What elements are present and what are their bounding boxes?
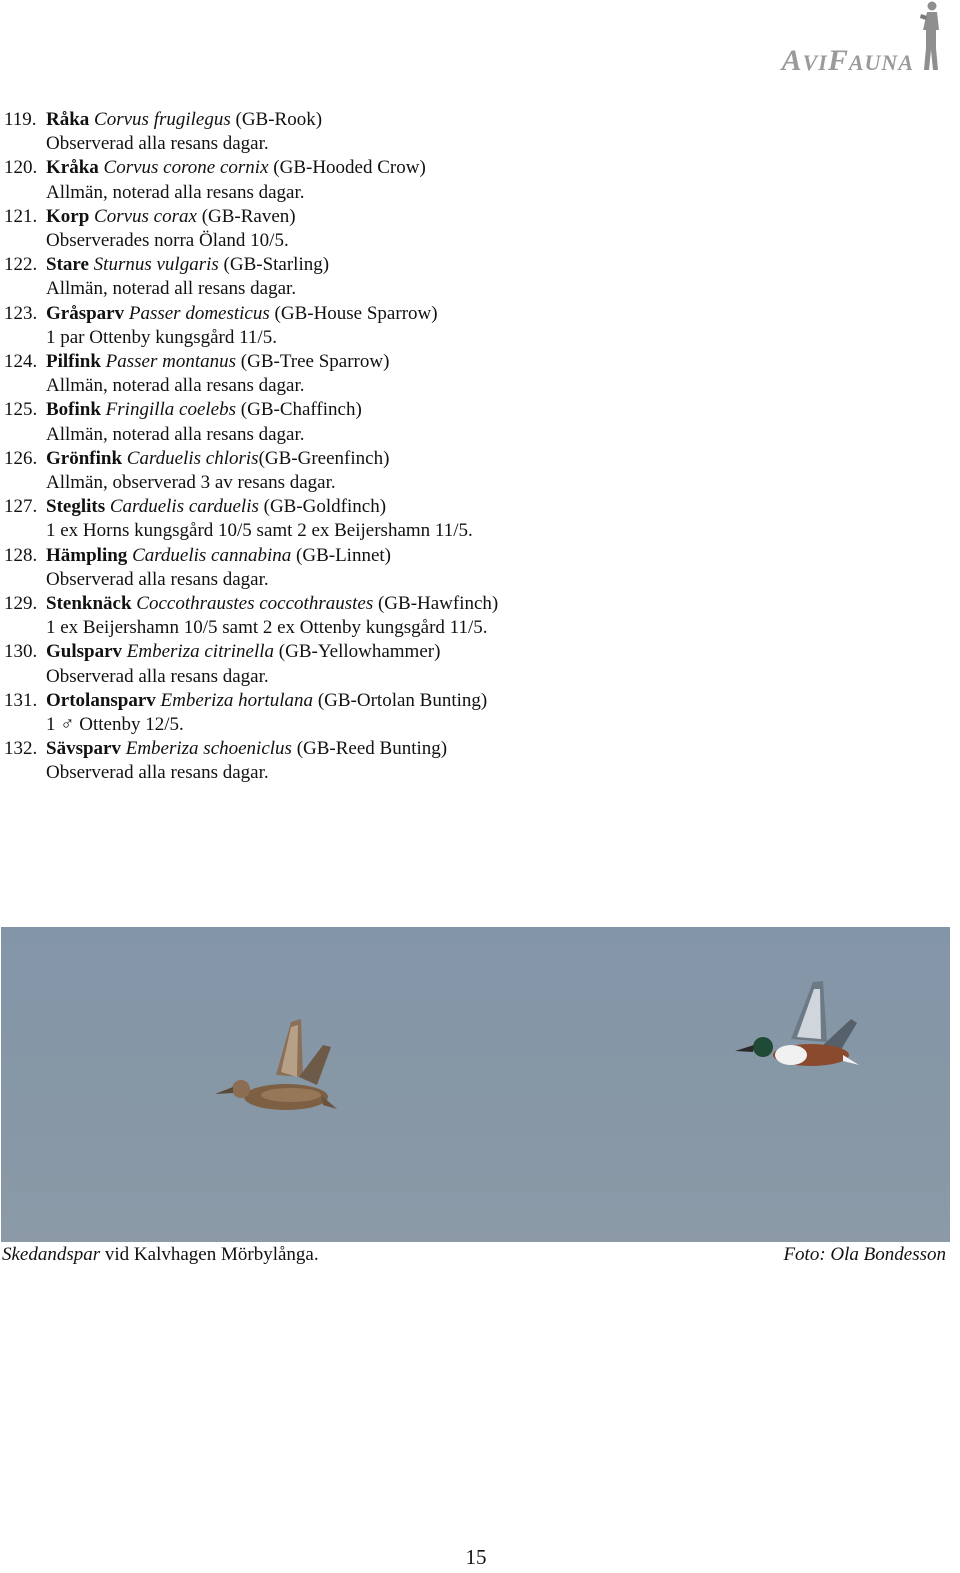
species-note: Observerad alla resans dagar. — [46, 665, 269, 687]
latin-name: Emberiza schoeniclus — [125, 738, 292, 760]
species-heading — [4, 156, 904, 180]
species-note: Observerad alla resans dagar. — [46, 133, 269, 155]
english-name: (GB-Chaffinch) — [236, 399, 362, 421]
english-name: (GB-Reed Bunting) — [291, 738, 448, 760]
species-name-line — [46, 689, 487, 713]
species-name-line — [46, 737, 447, 761]
latin-name: Fringilla coelebs — [105, 399, 237, 421]
species-number: 128. — [4, 544, 38, 566]
species-note: 1 ♂ Ottenby 12/5. — [46, 714, 184, 736]
latin-name: Corvus frugilegus — [94, 109, 231, 130]
caption-species: Skedandspar — [2, 1244, 101, 1265]
swedish-name: Kråka — [46, 157, 99, 179]
species-heading — [4, 544, 904, 568]
female-shoveler-image — [215, 1019, 337, 1110]
species-name-line — [46, 640, 440, 664]
species-entry — [4, 447, 904, 495]
species-note: 1 ex Beijershamn 10/5 samt 2 ex Ottenby kungsgård 11/5. — [46, 617, 488, 639]
male-shoveler-image — [735, 981, 859, 1066]
swedish-name: Korp — [46, 205, 90, 227]
latin-name: Sturnus vulgaris — [93, 254, 219, 276]
english-name: (GB-Ortolan Bunting) — [313, 689, 488, 711]
species-heading — [4, 350, 904, 374]
species-number: 130. — [4, 641, 38, 663]
english-name: (GB-Goldfinch) — [258, 496, 387, 518]
species-entry — [4, 495, 904, 543]
species-note: Observerad alla resans dagar. — [46, 568, 269, 590]
species-heading — [4, 689, 904, 713]
species-heading — [4, 495, 904, 519]
english-name: (GB-Raven) — [196, 205, 296, 227]
species-entry — [4, 544, 904, 592]
species-entry — [4, 350, 904, 398]
latin-name: Corvus corone cornix — [103, 157, 269, 179]
latin-name: Emberiza citrinella — [126, 641, 275, 663]
page-number: 15 — [465, 1545, 487, 1569]
species-note: Observerades norra Öland 10/5. — [46, 230, 289, 252]
swedish-name: Stare — [46, 254, 89, 276]
species-entry — [4, 398, 904, 446]
species-list — [4, 108, 904, 786]
photo-credit: Foto: Ola Bondesson — [783, 1244, 946, 1265]
latin-name: Carduelis cannabina — [132, 544, 292, 566]
species-number: 120. — [4, 157, 38, 179]
logo-wordmark: AVIFAUNA — [781, 44, 914, 77]
species-heading — [4, 447, 904, 471]
english-name: (GB-Hawfinch) — [373, 593, 499, 615]
swedish-name: Ortolansparv — [46, 689, 156, 711]
swedish-name: Stenknäck — [46, 593, 132, 615]
birdwatcher-figure-icon — [918, 0, 944, 72]
species-name-line — [46, 350, 389, 374]
swedish-name: Gulsparv — [46, 641, 123, 663]
photo-caption — [2, 1244, 946, 1266]
species-number: 129. — [4, 593, 38, 615]
species-name-line — [46, 156, 426, 180]
species-number: 132. — [4, 738, 38, 760]
english-name: (GB-Linnet) — [291, 544, 392, 566]
species-number: 124. — [4, 351, 38, 373]
swedish-name: Gråsparv — [46, 302, 125, 324]
species-entry — [4, 302, 904, 350]
species-note: 1 ex Horns kungsgård 10/5 samt 2 ex Beijershamn 11/5. — [46, 520, 473, 542]
species-number: 121. — [4, 205, 38, 227]
english-name: (GB-Hooded Crow) — [268, 157, 426, 179]
species-heading — [4, 108, 904, 132]
species-entry — [4, 108, 904, 156]
species-entry — [4, 640, 904, 688]
swedish-name: Steglits — [46, 496, 106, 518]
species-number: 126. — [4, 447, 38, 469]
species-name-line — [46, 592, 498, 616]
latin-name: Coccothraustes coccothraustes — [136, 593, 374, 615]
caption-place: vid Kalvhagen Mörbylånga. — [100, 1244, 319, 1265]
species-entry — [4, 205, 904, 253]
species-entry — [4, 737, 904, 785]
species-entry — [4, 592, 904, 640]
species-name-line — [46, 205, 296, 229]
latin-name: Emberiza hortulana — [160, 689, 314, 711]
species-number: 119. — [4, 109, 37, 130]
species-heading — [4, 640, 904, 664]
species-entry — [4, 689, 904, 737]
species-name-line — [46, 108, 322, 132]
species-note: Allmän, noterad alla resans dagar. — [46, 423, 305, 445]
latin-name: Carduelis carduelis — [109, 496, 259, 518]
species-note: 1 par Ottenby kungsgård 11/5. — [46, 326, 277, 348]
species-note: Allmän, noterad all resans dagar. — [46, 278, 297, 300]
species-number: 131. — [4, 689, 38, 711]
species-name-line — [46, 495, 386, 519]
english-name: (GB-Yellowhammer) — [274, 641, 441, 663]
species-number: 125. — [4, 399, 38, 421]
species-heading — [4, 592, 904, 616]
species-heading — [4, 205, 904, 229]
english-name: (GB-Rook) — [230, 109, 323, 130]
caption-left — [2, 1244, 319, 1266]
species-number: 127. — [4, 496, 38, 518]
english-name: (GB-Starling) — [218, 254, 330, 276]
swedish-name: Grönfink — [46, 447, 123, 469]
swedish-name: Pilfink — [46, 351, 101, 373]
avifauna-logo — [778, 0, 948, 80]
latin-name: Carduelis chloris — [126, 447, 259, 469]
species-entry — [4, 156, 904, 204]
photo-flying-ducks — [1, 927, 950, 1242]
species-entry — [4, 253, 904, 301]
species-heading — [4, 398, 904, 422]
swedish-name: Råka — [46, 109, 90, 130]
english-name: (GB-Greenfinch) — [258, 447, 390, 469]
species-name-line — [46, 253, 329, 277]
species-name-line — [46, 544, 391, 568]
species-number: 122. — [4, 254, 38, 276]
species-heading — [4, 302, 904, 326]
species-heading — [4, 253, 904, 277]
species-note: Allmän, noterad alla resans dagar. — [46, 375, 305, 397]
latin-name: Passer montanus — [105, 351, 237, 373]
swedish-name: Sävsparv — [46, 738, 121, 760]
swedish-name: Hämpling — [46, 544, 128, 566]
species-number: 123. — [4, 302, 38, 324]
english-name: (GB-House Sparrow) — [269, 302, 438, 324]
species-name-line — [46, 447, 389, 471]
species-note: Allmän, observerad 3 av resans dagar. — [46, 472, 336, 494]
species-note: Allmän, noterad alla resans dagar. — [46, 181, 305, 203]
species-name-line — [46, 302, 438, 326]
swedish-name: Bofink — [46, 399, 101, 421]
english-name: (GB-Tree Sparrow) — [236, 351, 390, 373]
species-note: Observerad alla resans dagar. — [46, 762, 269, 784]
latin-name: Corvus corax — [94, 205, 197, 227]
species-name-line — [46, 398, 362, 422]
latin-name: Passer domesticus — [128, 302, 270, 324]
species-heading — [4, 737, 904, 761]
